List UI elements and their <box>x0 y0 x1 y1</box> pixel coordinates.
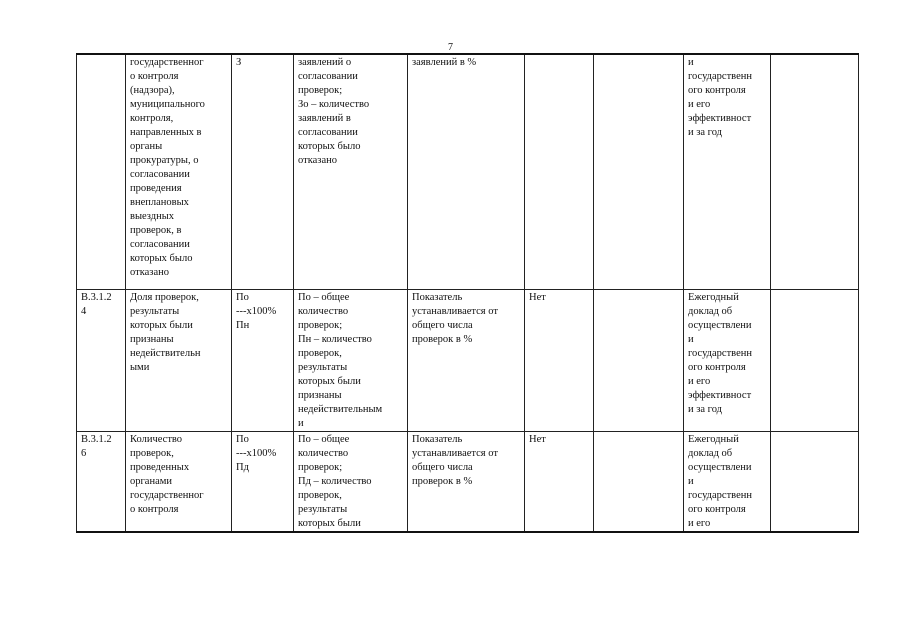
cell-formula: По ---х100% Пд <box>232 431 294 532</box>
cell-empty <box>771 289 859 431</box>
cell-indicator-name: государственног о контроля (надзора), муниципального контроля, направленных в органы прокуратуры, о согласовании проведения внеплановых выездных проверок, в согласовании которых было отказано <box>126 54 232 289</box>
cell-target <box>525 54 594 289</box>
table-row <box>77 431 859 532</box>
cell-target: Нет <box>525 289 594 431</box>
cell-formula: З <box>232 54 294 289</box>
cell-definitions: заявлений о согласовании проверок; Зо – количество заявлений в согласовании которых было отказано <box>294 54 408 289</box>
cell-comment: Показатель устанавливается от общего числа проверок в % <box>408 431 525 532</box>
cell-indicator-name: Доля проверок, результаты которых были признаны недействительн ыми <box>126 289 232 431</box>
page-number: 7 <box>448 42 453 53</box>
indicators-table <box>76 53 859 533</box>
cell-comment: заявлений в % <box>408 54 525 289</box>
cell-empty <box>594 54 684 289</box>
cell-definitions: По – общее количество проверок; Пд – количество проверок, результаты которых были <box>294 431 408 532</box>
cell-source: и государственн ого контроля и его эффективност и за год <box>684 54 771 289</box>
cell-formula: По ---х100% Пн <box>232 289 294 431</box>
cell-empty <box>594 431 684 532</box>
cell-code: В.3.1.2 6 <box>77 431 126 532</box>
cell-definitions: По – общее количество проверок; Пн – количество проверок, результаты которых были признаны недействительным и <box>294 289 408 431</box>
cell-empty <box>771 431 859 532</box>
cell-target: Нет <box>525 431 594 532</box>
cell-code <box>77 54 126 289</box>
cell-empty <box>771 54 859 289</box>
cell-empty <box>594 289 684 431</box>
cell-indicator-name: Количество проверок, проведенных органами государственног о контроля <box>126 431 232 532</box>
cell-comment: Показатель устанавливается от общего числа проверок в % <box>408 289 525 431</box>
cell-source: Ежегодный доклад об осуществлени и государственн ого контроля и его <box>684 431 771 532</box>
cell-code: В.3.1.2 4 <box>77 289 126 431</box>
table-row <box>77 54 859 289</box>
table-row <box>77 289 859 431</box>
cell-source: Ежегодный доклад об осуществлени и государственн ого контроля и его эффективност и за год <box>684 289 771 431</box>
